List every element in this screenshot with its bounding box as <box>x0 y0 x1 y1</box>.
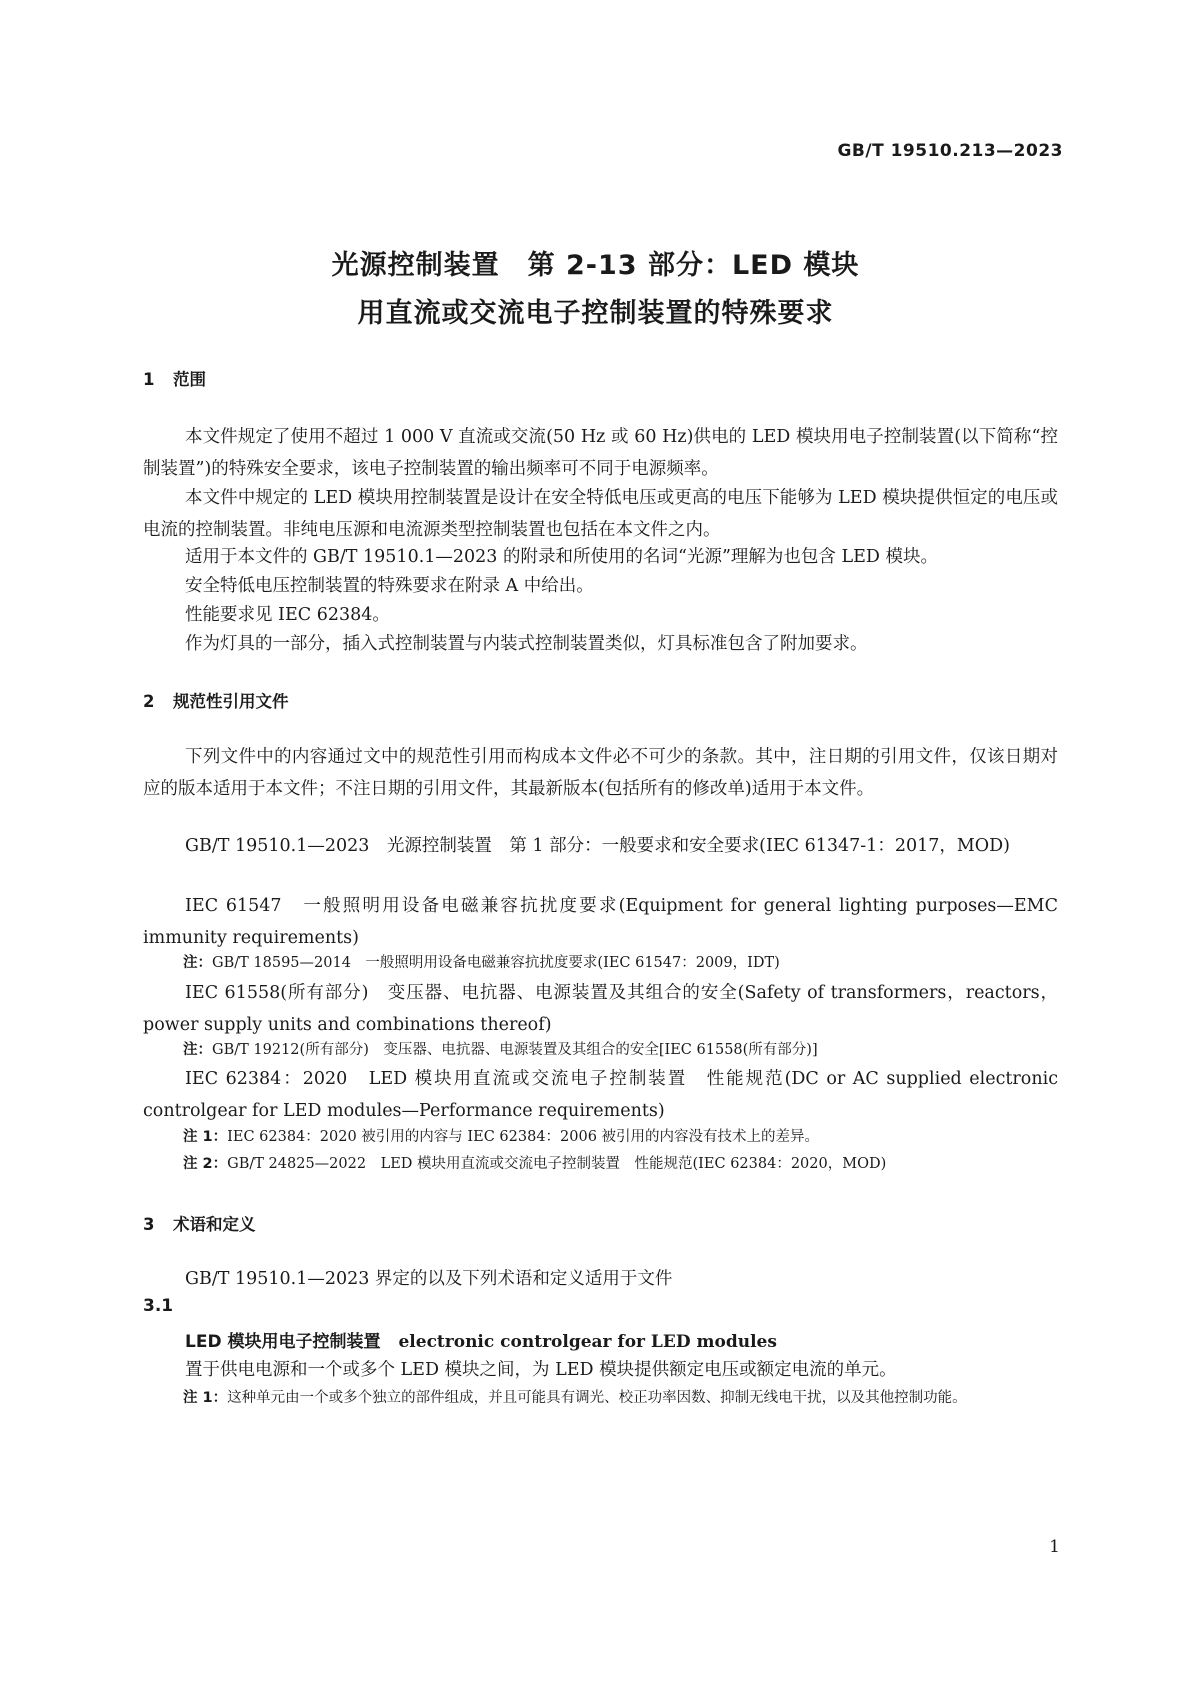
note-text: IEC 62384：2020 被引用的内容与 IEC 62384：2006 被引用的内容没有技术上的差异。 <box>227 1129 820 1145</box>
standard-number: GB/T 19510.213—2023 <box>837 141 1063 161</box>
reference-note <box>183 1036 1058 1064</box>
page-number: 1 <box>1049 1537 1060 1557</box>
note-text: GB/T 24825—2022 LED 模块用直流或交流电子控制装置 性能规范(IEC 62384：2020，MOD) <box>227 1156 887 1172</box>
term-definition: 置于供电电源和一个或多个 LED 模块之间，为 LED 模块提供额定电压或额定电流的单元。 <box>185 1360 897 1380</box>
note-text: GB/T 19212(所有部分) 变压器、电抗器、电源装置及其组合的安全[IEC 61558(所有部分)] <box>212 1042 818 1058</box>
section-title: 范围 <box>173 370 206 389</box>
section-3-heading <box>143 1211 256 1235</box>
term-heading <box>185 1327 777 1352</box>
title-line-2: 用直流或交流电子控制装置的特殊要求 <box>357 298 834 329</box>
references-intro: 下列文件中的内容通过文中的规范性引用而构成本文件必不可少的条款。其中，注日期的引用文件，仅该日期对应的版本适用于本文件；不注日期的引用文件，其最新版本(包括所有的修改单)适用于本文件。 <box>143 747 1058 799</box>
scope-paragraph-2: 本文件中规定的 LED 模块用控制装置是设计在安全特低电压或更高的电压下能够为 LED 模块提供恒定的电压或电流的控制装置。非纯电压源和电流源类型控制装置也包括在本文件之内。 <box>143 488 1058 540</box>
note-label: 注： <box>183 1042 212 1058</box>
note-label: 注 1： <box>183 1129 228 1145</box>
scope-paragraph-5: 性能要求见 IEC 62384。 <box>185 605 390 625</box>
scope-paragraph-3: 适用于本文件的 GB/T 19510.1—2023 的附录和所使用的名词“光源”理解为也包含 LED 模块。 <box>185 547 938 567</box>
scope-paragraph-1: 本文件规定了使用不超过 1 000 V 直流或交流(50 Hz 或 60 Hz)供电的 LED 模块用电子控制装置(以下简称“控制装置”)的特殊安全要求，该电子控制装置的输出频率可不同于电源频率。 <box>143 427 1058 479</box>
reference-iec-62384: IEC 62384：2020 LED 模块用直流或交流电子控制装置 性能规范(DC or AC supplied electronic controlgear for LED modules—Performance requirements) <box>143 1069 1058 1121</box>
scope-paragraph-4: 安全特低电压控制装置的特殊要求在附录 A 中给出。 <box>185 576 594 596</box>
section-title: 术语和定义 <box>173 1215 256 1234</box>
section-title: 规范性引用文件 <box>173 692 289 711</box>
note-text: GB/T 18595—2014 一般照明用设备电磁兼容抗扰度要求(IEC 61547：2009，IDT) <box>212 955 780 971</box>
term-chinese: LED 模块用电子控制装置 <box>185 1332 381 1352</box>
scope-paragraph-6: 作为灯具的一部分，插入式控制装置与内装式控制装置类似，灯具标准包含了附加要求。 <box>185 634 868 654</box>
reference-iec-61558: IEC 61558(所有部分) 变压器、电抗器、电源装置及其组合的安全(Safety of transformers，reactors，power supply units and combinations thereof) <box>143 983 1058 1035</box>
title-line-1: 光源控制装置 第 2-13 部分：LED 模块 <box>331 250 860 281</box>
note-text: 这种单元由一个或多个独立的部件组成，并且可能具有调光、校正功率因数、抑制无线电干扰，以及其他控制功能。 <box>227 1390 967 1406</box>
term-english: electronic controlgear for LED modules <box>398 1332 777 1352</box>
term-note-1 <box>183 1384 1100 1412</box>
reference-note-2 <box>183 1150 1058 1178</box>
reference-gbt-19510-1: GB/T 19510.1—2023 光源控制装置 第 1 部分：一般要求和安全要求(IEC 61347-1：2017，MOD) <box>185 836 1010 856</box>
note-label: 注 2： <box>183 1156 228 1172</box>
section-number: 2 <box>143 692 155 711</box>
section-number: 1 <box>143 370 155 389</box>
document-title <box>0 242 1191 338</box>
note-label: 注 1： <box>183 1390 228 1406</box>
section-number: 3 <box>143 1215 155 1234</box>
terms-intro: GB/T 19510.1—2023 界定的以及下列术语和定义适用于文件 <box>185 1269 673 1289</box>
reference-iec-61547: IEC 61547 一般照明用设备电磁兼容抗扰度要求(Equipment for general lighting purposes—EMC immunity requirements) <box>143 896 1058 948</box>
section-1-heading <box>143 366 206 390</box>
section-2-heading <box>143 688 289 712</box>
term-number: 3.1 <box>143 1296 174 1316</box>
note-label: 注： <box>183 955 212 971</box>
reference-note <box>183 949 1058 977</box>
reference-note-1 <box>183 1123 1058 1151</box>
